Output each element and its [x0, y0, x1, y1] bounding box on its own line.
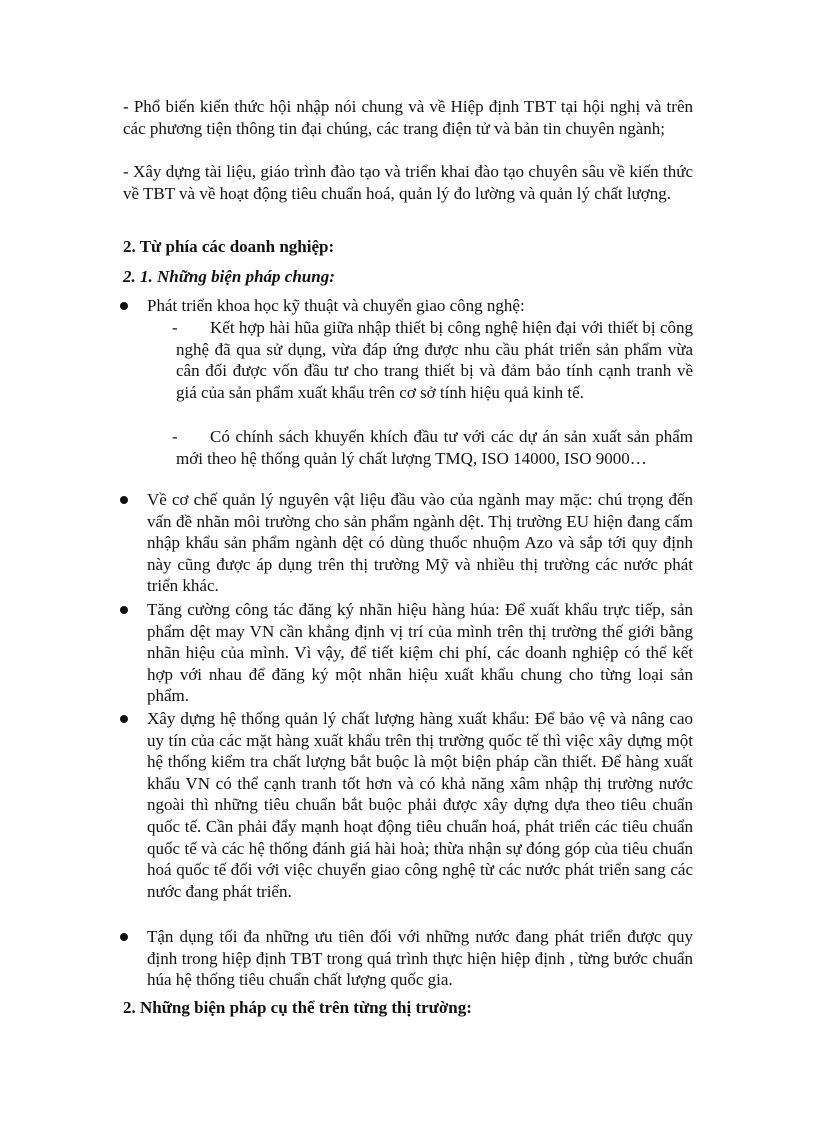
- paragraph-dissemination: - Phổ biến kiến thức hội nhập nói chung và về Hiệp định TBT tại hội nghị và trên các phương tiện thông tin đại chúng, các trang điện tử và bản tin chuyên ngành;: [123, 97, 693, 138]
- dash-icon: -: [172, 427, 178, 446]
- paragraph-training-materials: - Xây dựng tài liệu, giáo trình đào tạo và triển khai đào tạo chuyên sâu về kiến thức về TBT và về hoạt động tiêu chuẩn hoá, quản lý đo lường và quản lý chất lượng.: [123, 162, 693, 203]
- heading-from-enterprises: 2. Từ phía các doanh nghiệp:: [123, 237, 335, 256]
- bullet-item-trademark: Tăng cường công tác đăng ký nhãn hiệu hàng húa: Để xuất khẩu trực tiếp, sản phẩm dệt may VN cần khẳng định vị trí của mình trên thị trường thế giới bằng nhãn hiệu của mình. Vì vậy, để tiết kiệm chi phí, các doanh nghiệp có thể kết hợp với nhau để đăng ký một nhãn hiệu xuất khẩu chung cho từng loại sản phẩm.: [147, 600, 693, 706]
- bullet-icon: [120, 715, 128, 723]
- bullet-item-technology: Phát triển khoa học kỹ thuật và chuyển giao công nghệ:: [147, 296, 525, 315]
- bullet-item-quality-system: Xây dựng hệ thống quản lý chất lượng hàng xuất khẩu: Để bảo vệ và nâng cao uy tín của các mặt hàng xuất khẩu trên thị trường quốc tế thì việc xây dựng một hệ thống kiểm tra chất lượng bắt buộc là một biện pháp cần thiết. Để hàng xuất khẩu VN có thể cạnh tranh tốt hơn và có khả năng xâm nhập thị trường nước ngoài thì những tiêu chuẩn bắt buộc phải được xây dựng dựa theo tiêu chuẩn quốc tế. Cần phải đẩy mạnh hoạt động tiêu chuẩn hoá, phát triển các tiêu chuẩn quốc tế và các hệ thống đánh giá hài hoà; thừa nhận sự đóng góp của tiêu chuẩn hoá quốc tế đối với việc chuyển giao công nghệ từ các nước phát triển sang các nước đang phát triển.: [147, 709, 693, 901]
- dash-icon: -: [172, 318, 178, 337]
- bullet-icon: [120, 606, 128, 614]
- bullet-item-materials: Về cơ chế quản lý nguyên vật liệu đầu vào của ngành may mặc: chú trọng đến vấn đề nhãn môi trường cho sản phẩm ngành dệt. Thị trường EU hiện đang cấm nhập khẩu sản phẩm ngành dệt có dùng thuốc nhuộm Azo và sắp tới quy định này cũng được áp dụng trên thị trường Mỹ và nhiều thị trường các nước phát triển khác.: [147, 490, 693, 596]
- sub-item-investment-policy: Có chính sách khuyến khích đầu tư với các dự án sản xuất sản phẩm mới theo hệ thống quản lý chất lượng TMQ, ISO 14000, ISO 9000…: [176, 427, 693, 468]
- bullet-icon: [120, 302, 128, 310]
- sub-item-equipment: Kết hợp hài hũa giữa nhập thiết bị công nghệ hiện đại với thiết bị công nghệ đã qua sử dụng, vừa đáp ứng được nhu cầu phát triển sản phẩm vừa cân đối được vốn đầu tư cho trang thiết bị và đảm bảo tính cạnh tranh về giá của sản phẩm xuất khẩu trên cơ sở tính hiệu quả kinh tế.: [176, 318, 693, 402]
- bullet-item-preferences: Tận dụng tối đa những ưu tiên đối với những nước đang phát triển được quy định trong hiệp định TBT trong quá trình thực hiện hiệp định , từng bước chuẩn húa hệ thống tiêu chuẩn chất lượng quốc gia.: [147, 927, 693, 990]
- heading-general-measures: 2. 1. Những biện pháp chung:: [123, 267, 335, 286]
- bullet-icon: [120, 496, 128, 504]
- bullet-icon: [120, 933, 128, 941]
- heading-specific-measures: 2. Những biện pháp cụ thể trên từng thị trường:: [123, 998, 472, 1017]
